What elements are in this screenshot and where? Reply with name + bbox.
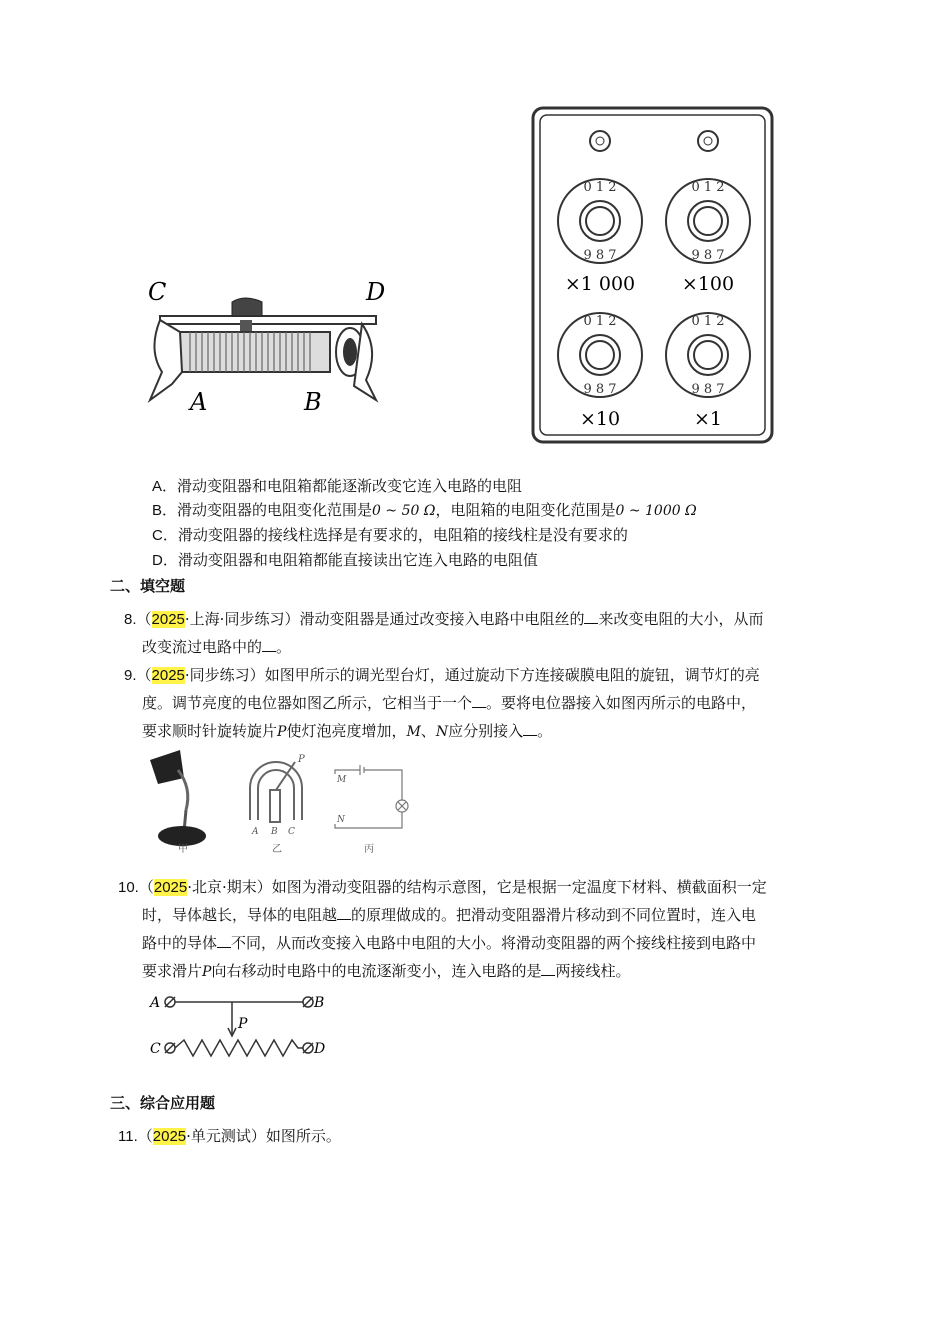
q7-option-d: D．滑动变阻器和电阻箱都能直接读出它连入电路的电阻值 [152,551,538,569]
svg-text:0 1 2: 0 1 2 [691,180,725,195]
q10-line1: 10.（2025·北京·期末）如图为滑动变阻器的结构示意图，它是根据一定温度下材料、横截面积一定 [118,878,767,896]
rheostat-label-b: B [304,388,322,416]
q8-line2: 改变流过电路中的 。 [142,638,292,656]
q9-figure [140,748,420,856]
dial-label-100: ×100 [681,273,735,295]
q10-label-c: C [150,1041,161,1057]
svg-text:0 1 2: 0 1 2 [583,314,617,329]
year-highlight: 2025 [152,1128,187,1145]
q7-option-b: B．滑动变阻器的电阻变化范围是0 ~ 50 Ω，电阻箱的电阻变化范围是0 ~ 1000 Ω [152,501,697,519]
q11-line1: 11.（2025·单元测试）如图所示。 [118,1127,341,1145]
resistance-box-figure [530,105,775,445]
q8-line1: 8.（2025·上海·同步练习）滑动变阻器是通过改变接入电路中电阻丝的 来改变电阻的大小，从而 [124,610,764,628]
dial-label-1000: ×1 000 [564,273,636,295]
rheostat-label-d: D [366,280,386,306]
answer-blank[interactable] [584,609,598,624]
answer-blank[interactable] [337,905,351,920]
rheostat-label-a: A [190,388,208,416]
answer-blank[interactable] [523,721,537,736]
year-highlight: 2025 [151,667,185,684]
q9-line1: 9.（2025·同步练习）如图甲所示的调光型台灯，通过旋动下方连接碳膜电阻的旋钮，调节灯的亮 [124,666,760,684]
svg-text:9 8 7: 9 8 7 [583,382,617,397]
year-highlight: 2025 [151,611,185,628]
answer-blank[interactable] [472,693,486,708]
pot-label-c: C [288,827,295,837]
rheostat-figure [140,280,400,420]
q10-line4: 要求滑片P向右移动时电路中的电流逐渐变小，连入电路的是 两接线柱。 [142,962,631,980]
year-highlight: 2025 [153,879,188,896]
circuit-label-m: M [337,775,347,785]
svg-text:9 8 7: 9 8 7 [691,382,725,397]
caption-jia: 甲 [178,844,188,855]
answer-blank[interactable] [541,961,555,976]
svg-text:9 8 7: 9 8 7 [583,248,617,263]
desk-lamp-icon [150,750,206,846]
q9-line3: 要求顺时针旋转旋片P使灯泡亮度增加，M、N应分别接入 。 [142,722,553,740]
q10-label-p: P [238,1016,248,1032]
q7-option-c: C．滑动变阻器的接线柱选择是有要求的，电阻箱的接线柱是没有要求的 [152,526,628,544]
answer-blank[interactable] [262,637,276,652]
pot-label-p: P [298,754,305,765]
dial-label-1: ×1 [693,408,723,430]
q10-label-d: D [314,1041,326,1057]
pot-label-a: A [252,827,259,837]
range-box: 0 ~ 1000 Ω [615,503,697,519]
pot-label-b: B [271,827,278,837]
section-3-title: 三、综合应用题 [110,1094,216,1112]
answer-blank[interactable] [217,933,231,948]
circuit-label-n: N [337,815,345,825]
svg-text:9 8 7: 9 8 7 [691,248,725,263]
caption-bing: 丙 [364,844,374,855]
caption-yi: 乙 [272,844,282,855]
q10-rheostat-diagram [148,990,338,1062]
svg-text:0 1 2: 0 1 2 [691,314,725,329]
range-rheostat: 0 ~ 50 Ω [372,503,436,519]
section-2-title: 二、填空题 [110,577,186,595]
q10-line2: 时，导体越长，导体的电阻越 的原理做成的。把滑动变阻器滑片移动到不同位置时，连入电 [142,906,757,924]
q10-line3: 路中的导体 不同，从而改变接入电路中电阻的大小。将滑动变阻器的两个接线柱接到电路中 [142,934,757,952]
q10-label-a: A [150,995,161,1011]
potentiometer-icon [250,762,302,822]
dial-label-10: ×10 [579,408,621,430]
svg-text:0 1 2: 0 1 2 [583,180,617,195]
rheostat-label-c: C [148,280,167,306]
q7-option-a: A．滑动变阻器和电阻箱都能逐渐改变它连入电路的电阻 [152,477,523,495]
q9-line2: 度。调节亮度的电位器如图乙所示，它相当于一个 。要将电位器接入如图丙所示的电路中， [142,694,757,712]
q10-label-b: B [314,995,325,1011]
